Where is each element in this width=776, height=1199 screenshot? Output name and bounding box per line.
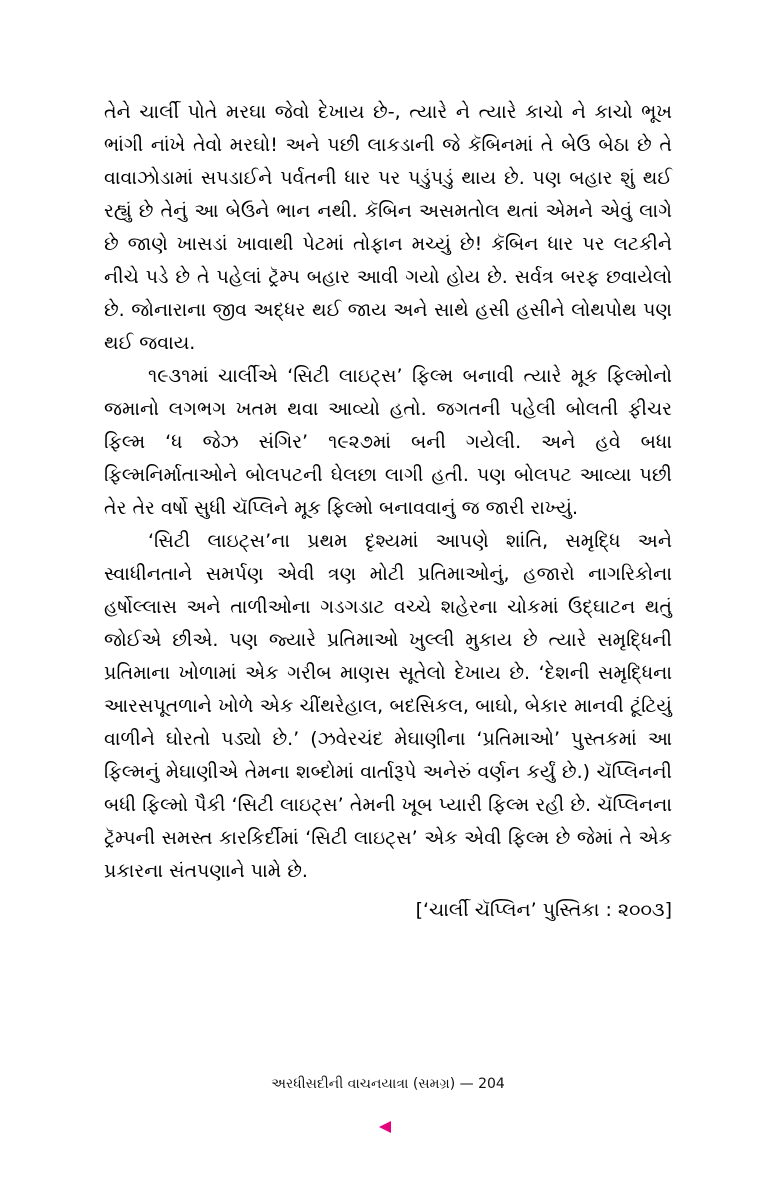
page-footer bbox=[0, 1076, 776, 1092]
paragraph-3: ‘સિટી લાઇટ્સ’ના પ્રથમ દૃશ્યમાં આપણે શાંતિ, સમૃદ્ધિ અને સ્વાધીનતાને સમર્પણ એવી ત્રણ મોટી પ્રતિમાઓનું, હજારો નાગરિકોના હર્ષોલ્લાસ અને તાળીઓના ગડગડાટ વચ્ચે શહેરના ચોકમાં ઉદ્‌ઘાટન થતું જોઈએ છીએ. પણ જ્યારે પ્રતિમાઓ ખુલ્લી મુકાય છે ત્યારે સમૃદ્ધિની પ્રતિમાના ખોળામાં એક ગરીબ માણસ સૂતેલો દેખાય છે. ‘દેશની સમૃદ્ધિના આરસપૂતળાને ખોળે એક ચીંથરેહાલ, બદસિકલ, બાઘો, બેકાર માનવી ટૂંટિયું વાળીને ઘોરતો પડ્યો છે.’ (ઝવેરચંદ મેઘાણીના ‘પ્રતિમાઓ’ પુસ્તકમાં આ ફિલ્મનું મેઘાણીએ તેમના શબ્દોમાં વાર્તારૂપે અનેરું વર્ણન કર્યું છે.) ચૅપ્લિનની બધી ફિલ્મો પૈકી ‘સિટી લાઇટ્સ’ તેમની ખૂબ પ્યારી ફિલ્મ રહી છે. ચૅપ્લિનના ટ્રૅમ્પની સમસ્ત કારકિર્દીમાં ‘સિટી લાઇટ્સ’ એક એવી ફિલ્મ છે જેમાં તે એક પ્રકારના સંતપણાને પામે છે. bbox=[104, 530, 672, 882]
page-body bbox=[104, 96, 672, 927]
paragraph-1: તેને ચાર્લી પોતે મરઘા જેવો દેખાય છે-, ત્યારે ને ત્યારે કાચો ને કાચો ભૂખ ભાંગી નાંખે તેવો મરઘો! અને પછી લાકડાની જે કૅબિનમાં તે બેઉ બેઠા છે તે વાવાઝોડામાં સપડાઈને પર્વતની ધાર પર પડુંપડું થાય છે. પણ બહાર શું થઈ રહ્યું છે તેનું આ બેઉને ભાન નથી. કૅબિન અસમતોલ થતાં એમને એવું લાગે છે જાણે ખાસડાં ખાવાથી પેટમાં તોફાન મચ્યું છે! કૅબિન ધાર પર લટકીને નીચે પડે છે તે પહેલાં ટ્રૅમ્પ બહાર આવી ગયો હોય છે. સર્વત્ર બરફ છવાયેલો છે. જોનારાના જીવ અદ્ધર થઈ જાય અને સાથે હસી હસીને લોથપોથ પણ થઈ જવાય. bbox=[104, 101, 672, 354]
footer-book-title-page-number: અરધીસદીની વાચનયાત્રા (સમગ્ર) — 204 bbox=[271, 1076, 505, 1092]
previous-page-arrow-icon[interactable] bbox=[379, 1121, 391, 1133]
source-citation: [‘ચાર્લી ચૅપ્લિન’ પુસ્તિકા : ૨૦૦૩] bbox=[415, 899, 672, 921]
paragraph-2: ૧૯૩૧માં ચાર્લીએ ‘સિટી લાઇટ્સ’ ફિલ્મ બનાવી ત્યારે મૂક ફિલ્મોનો જમાનો લગભગ ખતમ થવા આવ્યો હતો. જગતની પહેલી બોલતી ફીચર ફિલ્મ ‘ધ જેઝ સંગિર’ ૧૯૨૭માં બની ગયેલી. અને હવે બધા ફિલ્મનિર્માતાઓને બોલપટની ઘેલછા લાગી હતી. પણ બોલપટ આવ્યા પછી તેર તેર વર્ષો સુધી ચૅપ્લિને મૂક ફિલ્મો બનાવવાનું જ જારી રાખ્યું. bbox=[104, 365, 672, 519]
